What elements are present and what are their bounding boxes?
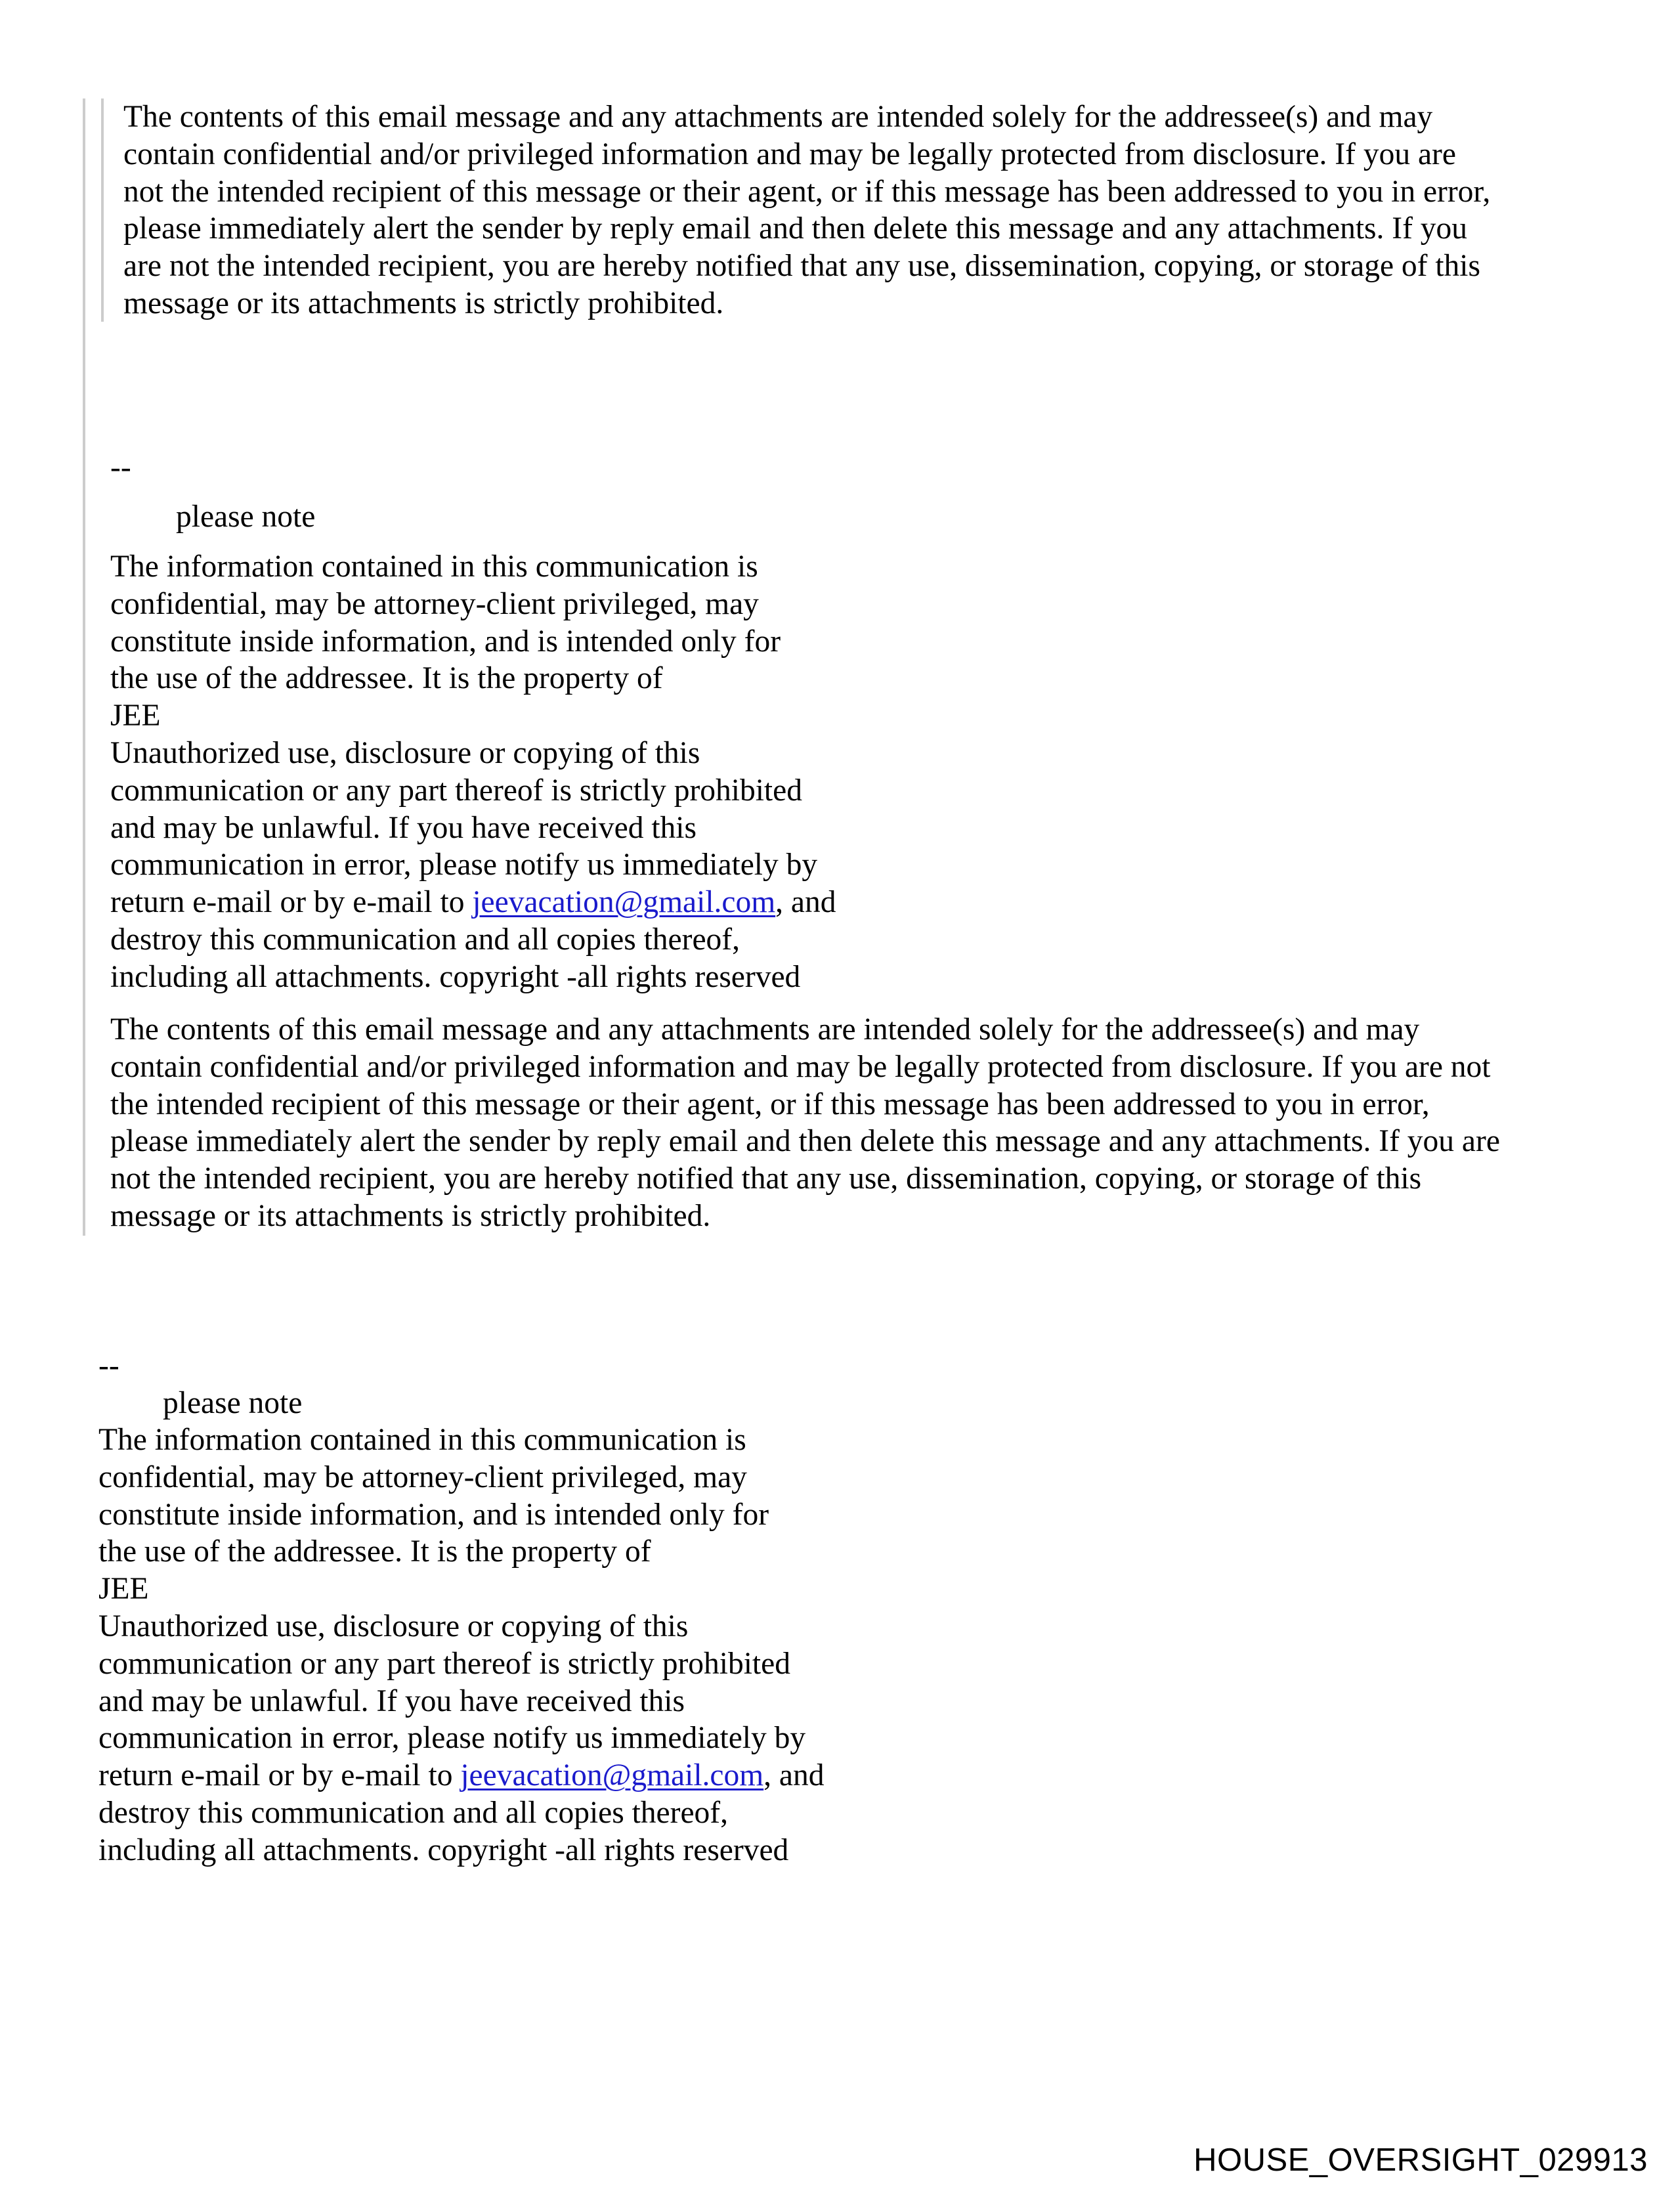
property-owner: JEE — [110, 699, 161, 733]
notice-line: message or its attachments is strictly prohibited. — [110, 1198, 711, 1233]
disclaimer-line: including all attachments. copyright -all rights reserved — [110, 959, 801, 994]
signature-disclaimer-1 — [110, 548, 836, 996]
email-line — [98, 1757, 825, 1794]
disclaimer-line: constitute inside information, and is intended only for — [110, 624, 781, 659]
notice-line: are not the intended recipient, you are hereby notified that any use, dissemination, copying, or storage of this — [123, 249, 1480, 284]
email-line-prefix: return e-mail or by e-mail to — [98, 1758, 461, 1793]
email-line-suffix: , and — [775, 885, 836, 920]
disclaimer-line: the use of the addressee. It is the property of — [110, 661, 663, 696]
notice-line: The contents of this email message and any attachments are intended solely for the addressee(s) and may — [123, 100, 1433, 134]
notice-line: contain confidential and/or privileged information and may be legally protected from disclosure. If you are — [123, 137, 1456, 171]
outer-quote-bar — [83, 98, 85, 1236]
confidentiality-notice-2 — [110, 1011, 1500, 1235]
signature-disclaimer-2 — [98, 1421, 825, 1869]
disclaimer-line: including all attachments. copyright -all rights reserved — [98, 1832, 789, 1867]
notice-line: please immediately alert the sender by reply email and then delete this message and any attachments. If you are — [110, 1124, 1500, 1159]
confidentiality-notice-1 — [123, 98, 1490, 322]
disclaimer-line: The information contained in this communication is — [110, 550, 758, 584]
disclaimer-line: and may be unlawful. If you have received this — [98, 1683, 685, 1718]
disclaimer-line: Unauthorized use, disclosure or copying of this — [98, 1609, 689, 1643]
disclaimer-line: the use of the addressee. It is the property of — [98, 1534, 651, 1569]
disclaimer-line: and may be unlawful. If you have received this — [110, 810, 697, 845]
notice-line: message or its attachments is strictly prohibited. — [123, 286, 724, 320]
disclaimer-line: communication in error, please notify us immediately by — [110, 848, 818, 882]
notice-line: not the intended recipient of this message or their agent, or if this message has been addressed to you in error, — [123, 174, 1491, 209]
bates-number: HOUSE_OVERSIGHT_029913 — [1193, 2142, 1648, 2178]
disclaimer-line: communication in error, please notify us immediately by — [98, 1721, 806, 1756]
notice-line: contain confidential and/or privileged information and may be legally protected from disclosure. If you are not — [110, 1049, 1491, 1084]
notice-line: not the intended recipient, you are hereby notified that any use, dissemination, copying, or storage of this — [110, 1161, 1422, 1196]
disclaimer-line: communication or any part thereof is strictly prohibited — [110, 773, 802, 808]
disclaimer-line: communication or any part thereof is strictly prohibited — [98, 1646, 790, 1681]
please-note-heading-2: please note — [163, 1386, 303, 1420]
email-line-prefix: return e-mail or by e-mail to — [110, 885, 473, 920]
disclaimer-line: confidential, may be attorney-client privileged, may — [98, 1460, 747, 1494]
signature-separator-2: -- — [98, 1349, 119, 1383]
property-owner: JEE — [98, 1572, 149, 1607]
notice-line: The contents of this email message and any attachments are intended solely for the addressee(s) and may — [110, 1012, 1420, 1047]
inner-quote-bar — [101, 98, 104, 322]
email-line-suffix: , and — [763, 1758, 825, 1793]
disclaimer-line: confidential, may be attorney-client privileged, may — [110, 586, 759, 621]
please-note-heading-1: please note — [176, 500, 316, 534]
notice-line: please immediately alert the sender by reply email and then delete this message and any attachments. If you — [123, 211, 1468, 246]
disclaimer-line: destroy this communication and all copies thereof, — [98, 1795, 728, 1830]
notice-line: the intended recipient of this message or their agent, or if this message has been addressed to you in error, — [110, 1087, 1430, 1121]
email-line — [110, 884, 836, 921]
disclaimer-line: The information contained in this communication is — [98, 1423, 746, 1457]
signature-separator-1: -- — [110, 450, 131, 485]
disclaimer-line: destroy this communication and all copies thereof, — [110, 922, 740, 957]
disclaimer-line: Unauthorized use, disclosure or copying of this — [110, 735, 700, 770]
email-link[interactable]: jeevacation@gmail.com — [472, 885, 776, 920]
disclaimer-line: constitute inside information, and is intended only for — [98, 1497, 769, 1532]
email-link[interactable]: jeevacation@gmail.com — [460, 1758, 764, 1793]
